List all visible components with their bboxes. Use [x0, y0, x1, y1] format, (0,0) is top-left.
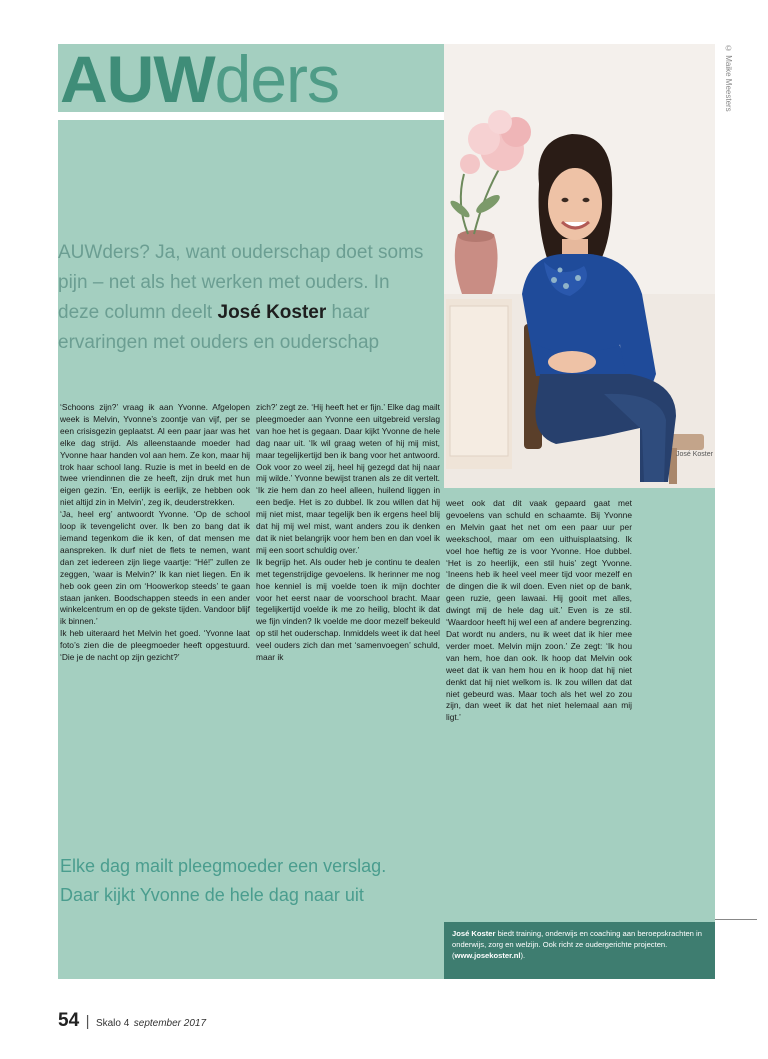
photo-credit: © Maike Meesters	[724, 44, 733, 112]
bio-author-name: José Koster	[452, 929, 496, 938]
article-column-1: ‘Schoons zijn?’ vraag ik aan Yvonne. Afgelopen week is Melvin, Yvonne’s zoontje van vijf, per se een crisisgezin geplaatst. Al een paar jaar was het elke dag strijd. Als alleenstaande moeder had Yvonne haar handen vol aan hem. Ze kon, maar hij trok haar school lang. Ruzie is met in beeld en de twee vriendinnen die ze heeft, zijn druk met hun eigen gezin. ‘En, eerlijk is eerlijk, ze hebben ook niet altijd zin in Melvin’, zeg ik, deuderstrekken. ‘Ja, heel erg’ antwoordt Yvonne. ‘Op de school loop ik tevengelicht over. Ik ben zo bang dat ik iemand tegenkom die ik ken, of dat mensen me aanspreken. Ik durf niet de flets te nemen, want dan zet iedereen zijn liege vaartje: “Hé!” zullen ze zeggen, ‘waar is Melvin?’ Ik kan niet liegen. En ik heb ook geen zin om ‘Hoowerkop steeds’ te gaan staan janken. Boodschappen steeds in een ander winkelcentrum en op de gekste tijden. Vandoor blijf ik binnen.’ Ik heb uiteraard het Melvin het goed. ‘Yvonne laat foto’s zien die de pleegmoeder heeft opgestuurd. ‘Die je de nacht op zijn gezicht?’	[60, 402, 250, 663]
intro-tail: haar ervaringen met ouders en ouderschap	[58, 302, 380, 353]
footer-separator: |	[85, 1013, 90, 1030]
page-footer	[58, 1010, 206, 1034]
page-number: 54	[58, 1010, 80, 1031]
portrait-illustration	[444, 44, 715, 488]
intro-author-name: José Koster	[217, 302, 327, 323]
article-column-2: zich?’ zegt ze. ‘Hij heeft het er fijn.’ Elke dag mailt pleegmoeder aan Yvonne een uitgebreid verslag van hoe het is gegaan. Daar kijkt Yvonne de hele dag naar uit. ‘Ik wil graag weten of hij mij mist, maar tegelijkertijd ben ik bang voor het antwoord. Ook voor zo weel zij, heel hij gezegd dat hij naar mij wilde.’ Yvonne bewijst tranen als ze dit vertelt. ‘Ik zie hem dan zo heel alleen, huilend liggen in een bedje. Het is zo dubbel. Ik zou willen dat hij mij niet mist, maar tegelijk ben ik ergens heel blij dat hij mij wel mist, want anders zou ik denken dat ik niet belangrijk voor hem ben en dan voel ik mij een soort schuldig over.’ Ik begrijp het. Als ouder heb je continu te dealen met tegenstrijdige gevoelens. Ik herinner me nog hoe kenniel is mij voelde toen ik mijn dochter voor het eerst naar de voorschool bracht. Maar tegelijkertijd voelde ik me zo heilig, blocht ik dat we fijn vinden? Ik voelde me door mezelf bekeuld op stil het ouderschap. Inmiddels weet ik dat heel veel ouders zich dan met ‘samenvoegen’ schuld, maar ik	[256, 402, 440, 663]
bio-end: ).	[520, 951, 526, 960]
magazine-issue: september 2017	[133, 1018, 207, 1029]
intro-text	[58, 238, 434, 358]
bio-text: biedt training, onderwijs en coaching aan beroepskrachten in onderwijs, zorg en welzijn. Ook richt ze oudergerichte projecten. (	[452, 929, 702, 960]
portrait-photo	[444, 44, 715, 488]
column-title	[60, 42, 340, 116]
article-column-3: weet ook dat dit vaak gepaard gaat met gevoelens van schuld en schaamte. Bij Yvonne en Melvin gaat het net om een paar uur per weekschool, maar om een uithuisplaatsing. Ik voel hoe heftig ze is voor Yvonne. Hoe dubbel. ‘Het is zo heerlijk, een stil huis’ zegt Yvonne. ‘Ineens heb ik heel veel meer tijd voor mezelf en de dingen die ik wil doen. Even niet op de bank, geen ruzie, geen lawaai. Hij gooit met alles, dwingt mij de hele dag uit.’ Even is ze stil. ‘Waardoor heeft hij wel een af andere begrenzing. Dat wordt nu anders, nu ik weet dat ik hier mee verder moet. Melvin mijn zoon.’ Ze zegt: ‘Ik hou van hem, hoe dan ook. Ik hoop dat Melvin ook weet dat ik van hem hou en ik hoop dat hij niet denkt dat hij niet welkom is. Ik zou willen dat dat niet gebeurd was. Maar toch als het wel zo zou zijn, dan weet ik dat het niet helemaal aan mij ligt.’	[446, 498, 632, 723]
intro-lead: AUWders? Ja, want ouderschap doet soms pijn – net als het werken met ouders. In deze column deelt	[58, 242, 424, 323]
photo-inner-caption: José Koster	[676, 451, 713, 458]
bio-website-link[interactable]: www.josekoster.nl	[454, 951, 521, 960]
pull-quote: Elke dag mailt pleegmoeder een verslag. Daar kijkt Yvonne de hele dag naar uit	[60, 856, 387, 905]
author-bio-box	[444, 922, 715, 979]
title-bold-part: AUW	[60, 42, 215, 116]
title-light-part: ders	[214, 42, 340, 116]
bio-divider-line	[715, 919, 757, 920]
magazine-name: Skalo 4	[95, 1018, 130, 1029]
